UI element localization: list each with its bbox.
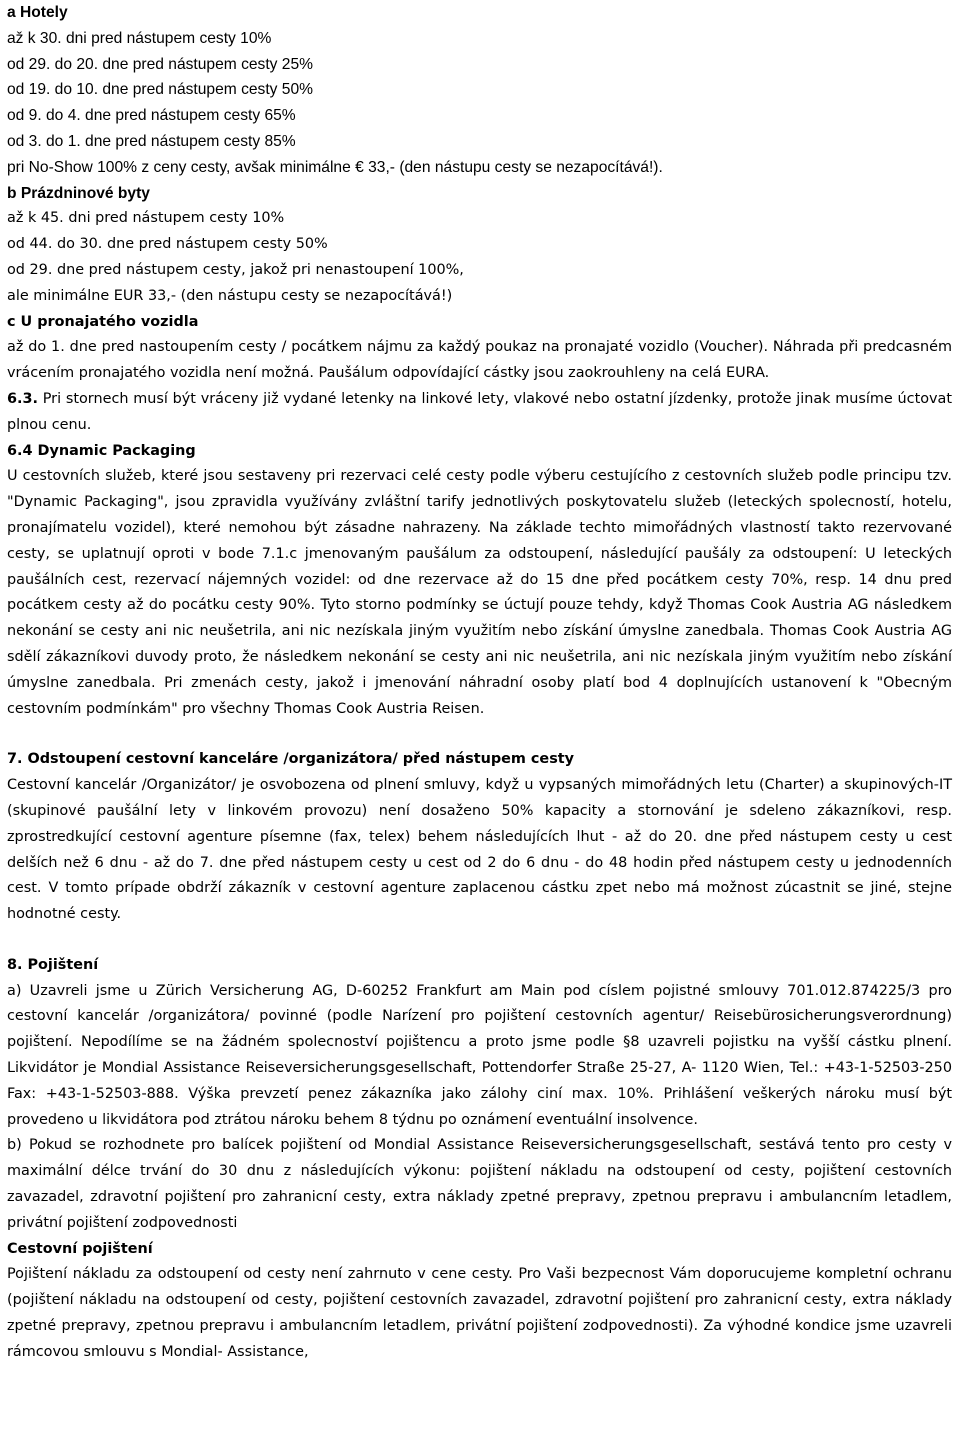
travel-insurance-heading: Cestovní pojištení xyxy=(7,1240,153,1257)
hotels-line: od 9. do 4. dne pred nástupem cesty 65% xyxy=(7,107,296,125)
holiday-flats-heading: b Prázdninové byty xyxy=(7,184,150,202)
holiday-flats-line: od 29. dne pred nástupem cesty, jakož pri nenastoupení 100%, xyxy=(7,261,464,278)
hotels-heading: a Hotely xyxy=(7,4,68,21)
hotels-section xyxy=(7,0,952,181)
section-8 xyxy=(7,953,952,1237)
section-6-3-text: Pri stornech musí být vráceny již vydané letenky na linkové lety, vlakové nebo ostatní jízdenky, protože jinak musíme úctovat plnou cenu. xyxy=(7,390,952,433)
hotels-line: od 19. do 10. dne pred nástupem cesty 50% xyxy=(7,81,314,99)
section-6-4-heading: 6.4 Dynamic Packaging xyxy=(7,442,196,459)
holiday-flats-section xyxy=(7,181,952,310)
section-6-4-text: U cestovních služeb, které jsou sestaveny pri rezervaci celé cesty podle výberu cestujícího z cestovních služeb podle principu tzv. "Dynamic Packaging", jsou zpravidla využívány zvláštní tarify jednotlivých poskytovatelu služeb (leteckých spolecností, hotelu, pronajímatelu vozidel), které nemohou být zásadne nahrazeny. Na základe techto mimořádných vlastností takto rezervované cesty, se uplatnují oproti v bode 7.1.c jmenovaným paušálum za odstoupení, následující paušály za odstoupení: U leteckých paušálních cest, rezervací nájemných vozidel: od dne rezervace až do 15 dne před pocátkem cesty 70%, resp. 14 dnu pred pocátkem cesty až do pocátku cesty 90%. Tyto storno podmínky se úctují pouze tehdy, když Thomas Cook Austria AG následkem nekonání se cesty ani nic neušetrila, ani nic nezískala jiným využitím nebo získání úmyslne zanedbala. Thomas Cook Austria AG sdělí zákazníkovi duvody proto, že následkem nekonání se cesty ani nic neušetrila, ani nic nezískala jiným využitím nebo získání úmyslne zanedbala. Pri zmenách cesty, jakož i jmenování náhradní osoby platí bod 4 doplnujících ustanovení k "Obecným cestovním podmínkám" pro všechny Thomas Cook Austria Reisen. xyxy=(7,468,952,717)
holiday-flats-line: od 44. do 30. dne pred nástupem cesty 50% xyxy=(7,236,328,253)
section-8-heading: 8. Pojištení xyxy=(7,956,99,973)
rental-car-text: až do 1. dne pred nastoupením cesty / pocátkem nájmu za každý poukaz na pronajaté vozidlo (Voucher). Náhrada při predcasném vrácením pronajatého vozidla není možná. Paušálum odpovídající cástky jsou zaokrouhleny na celá EURA. xyxy=(7,339,952,382)
hotels-line: od 29. do 20. dne pred nástupem cesty 25% xyxy=(7,55,314,73)
section-6-4 xyxy=(7,439,952,723)
section-7 xyxy=(7,747,952,928)
holiday-flats-line: ale minimálne EUR 33,- (den nástupu cesty se nezapocítává!) xyxy=(7,287,453,304)
travel-insurance-text: Pojištení nákladu za odstoupení od cesty není zahrnuto v cene cesty. Pro Vaši bezpecnost Vám doporucujeme kompletní ochranu (pojištení nákladu na odstoupení od cesty, pojištení cestovních zavazadel, zdravotní pojištení pro zahranicní cesty, extra náklady zpetné prepravy, zpetnou prepravu i ambulancním letadlem, privátní pojištení zodpovednosti). Za výhodné kondice jsme uzavreli rámcovou smlouvu s Mondial- Assistance, xyxy=(7,1266,952,1360)
travel-insurance-section xyxy=(7,1237,952,1366)
section-spacer xyxy=(7,722,952,747)
section-8-para-b: b) Pokud se rozhodnete pro balícek pojištení od Mondial Assistance Reiseversicherungsgesellschaft, sestává tento pro cesty v maximální délce trvání do 30 dnu z následujících výkonu: pojištení nákladu na odstoupení od cesty, pojištení cestovních zavazadel, zdravotní pojištení pro zahranicní cesty, extra náklady zpetné prepravy, zpetnou prepravu i ambulancním letadlem, privátní pojištení zodpovednosti xyxy=(7,1137,952,1231)
hotels-line: pri No-Show 100% z ceny cesty, avšak minimálne € 33,- (den nástupu cesty se nezapocítává!). xyxy=(7,158,663,176)
holiday-flats-line: až k 45. dni pred nástupem cesty 10% xyxy=(7,210,285,227)
hotels-line: od 3. do 1. dne pred nástupem cesty 85% xyxy=(7,132,296,150)
section-7-heading: 7. Odstoupení cestovní kanceláre /organizátora/ před nástupem cesty xyxy=(7,751,575,768)
hotels-line: až k 30. dni pred nástupem cesty 10% xyxy=(7,29,272,47)
section-6-3-number: 6.3. xyxy=(7,390,38,407)
rental-car-section xyxy=(7,310,952,387)
section-7-text: Cestovní kancelár /Organizátor/ je osvobozena od plnení smluvy, když u vypsaných mimořádných letu (Charter) a skupinových-IT (skupinové paušální lety v linkovém provozu) není dosaženo 50% kapacity a stornování je sdeleno zákazníkovi, resp. zprostredkující cestovní agenture písemne (fax, telex) behem následujících lhut - až do 20. dne před nástupem cesty u cest delších než 6 dnu - až do 7. dne před nástupem cesty u cest od 2 do 6 dnu - do 48 hodin před nástupem cesty u jednodenních cest. V tomto prípade obdrží zákazník v cestovní agenture zaplacenou cástku zpet nebo má možnost zúcastnit se jiné, stejne hodnotné cesty. xyxy=(7,777,952,923)
section-spacer xyxy=(7,928,952,953)
section-8-para-a: a) Uzavreli jsme u Zürich Versicherung AG, D-60252 Frankfurt am Main pod císlem pojistné smlouvy 701.012.874225/3 pro cestovní kancelár /organizátora/ povinné (podle Narízení pro pojištení cestovních agentur/ Reisebürosicherungsverordnung) pojištení. Nepodílíme se na žádném spolecnoství pojištencu a proto jsme podle §8 uzavreli pojistku na vyšší cástku plnení. Likvidátor je Mondial Assistance Reiseversicherungsgesellschaft, Pottendorfer Straße 25-27, A- 1120 Wien, Tel.: +43-1-52503-250 Fax: +43-1-52503-888. Výška prevzetí penez zákazníka jako zálohy ciní max. 10%. Prihlášení veškerých nároku musí být provedeno u likvidátora pod ztrátou nároku behem 8 týdnu po oznámení eventuální insolvence. xyxy=(7,982,952,1128)
rental-car-heading: c U pronajatého vozidla xyxy=(7,313,199,330)
section-6-3 xyxy=(7,387,952,439)
